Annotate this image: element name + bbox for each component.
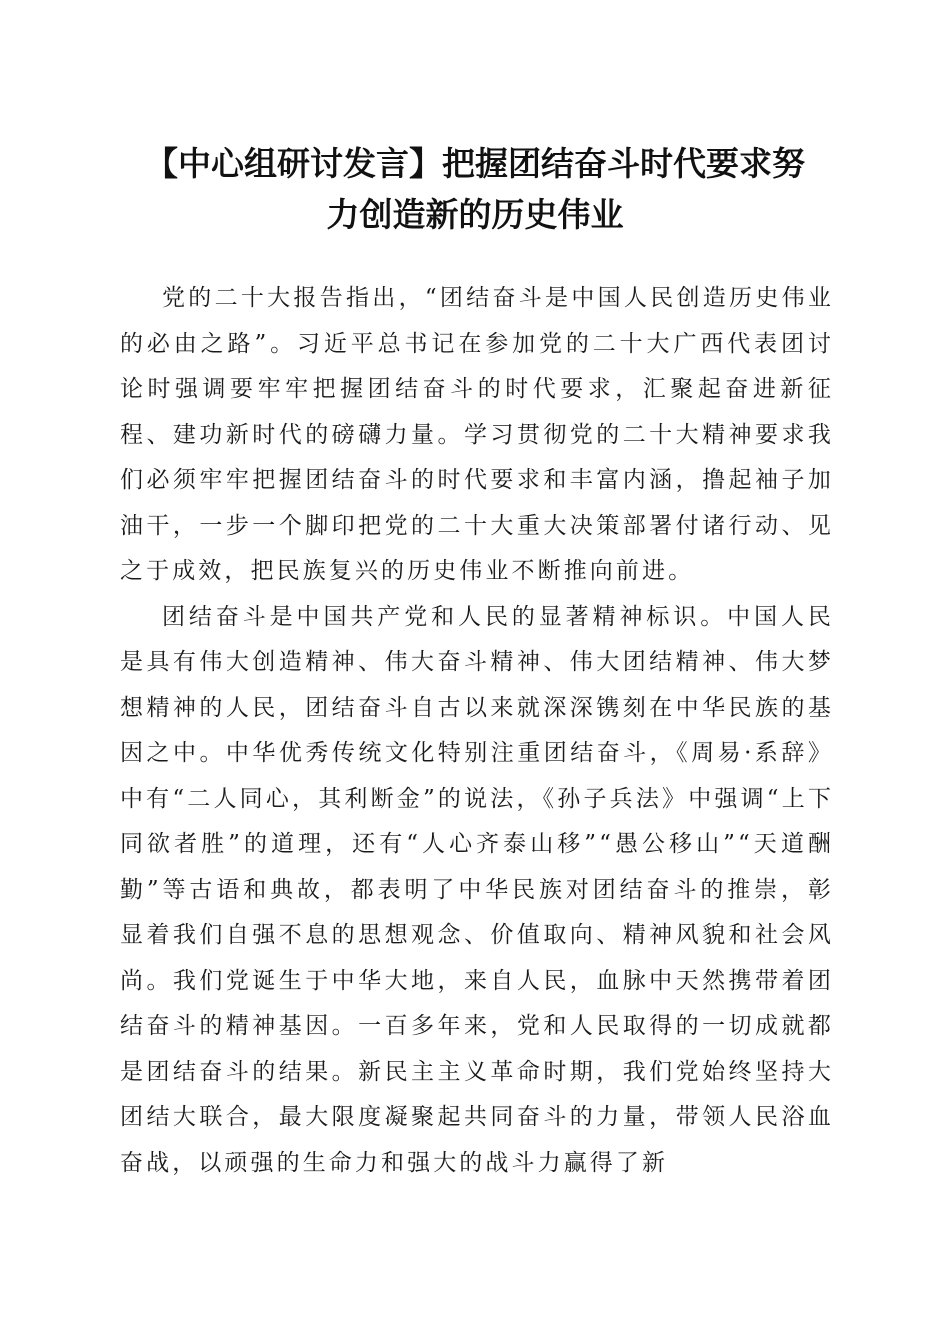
paragraph-2: 团结奋斗是中国共产党和人民的显著精神标识。中国人民是具有伟大创造精神、伟大奋斗精神、伟大团结精神、伟大梦想精神的人民，团结奋斗自古以来就深深镌刻在中华民族的基因之中。中华优秀传统文化特别注重团结奋斗，《周易·系辞》中有“二人同心，其利断金”的说法，《孙子兵法》中强调“上下同欲者胜”的道理，还有“人心齐泰山移”“愚公移山”“天道酬勤”等古语和典故，都表明了中华民族对团结奋斗的推崇，彰显着我们自强不息的思想观念、价值取向、精神风貌和社会风尚。我们党诞生于中华大地，来自人民，血脉中天然携带着团结奋斗的精神基因。一百多年来，党和人民取得的一切成就都是团结奋斗的结果。新民主主义革命时期，我们党始终坚持大团结大联合，最大限度凝聚起共同奋斗的力量，带领人民浴血奋战，以顽强的生命力和强大的战斗力赢得了新 [120, 603, 834, 1176]
title-line-2: 力创造新的历史伟业 [326, 195, 624, 234]
title-line-1: 【中心组研讨发言】把握团结奋斗时代要求努 [145, 144, 805, 183]
document-body [120, 276, 834, 1186]
document-title [110, 138, 840, 240]
paragraph-1: 党的二十大报告指出，“团结奋斗是中国人民创造历史伟业的必由之路”。习近平总书记在参加党的二十大广西代表团讨论时强调要牢牢把握团结奋斗的时代要求，汇聚起奋进新征程、建功新时代的磅礴力量。学习贯彻党的二十大精神要求我们必须牢牢把握团结奋斗的时代要求和丰富内涵，撸起袖子加油干，一步一个脚印把党的二十大重大决策部署付诸行动、见之于成效，把民族复兴的历史伟业不断推向前进。 [120, 285, 834, 584]
